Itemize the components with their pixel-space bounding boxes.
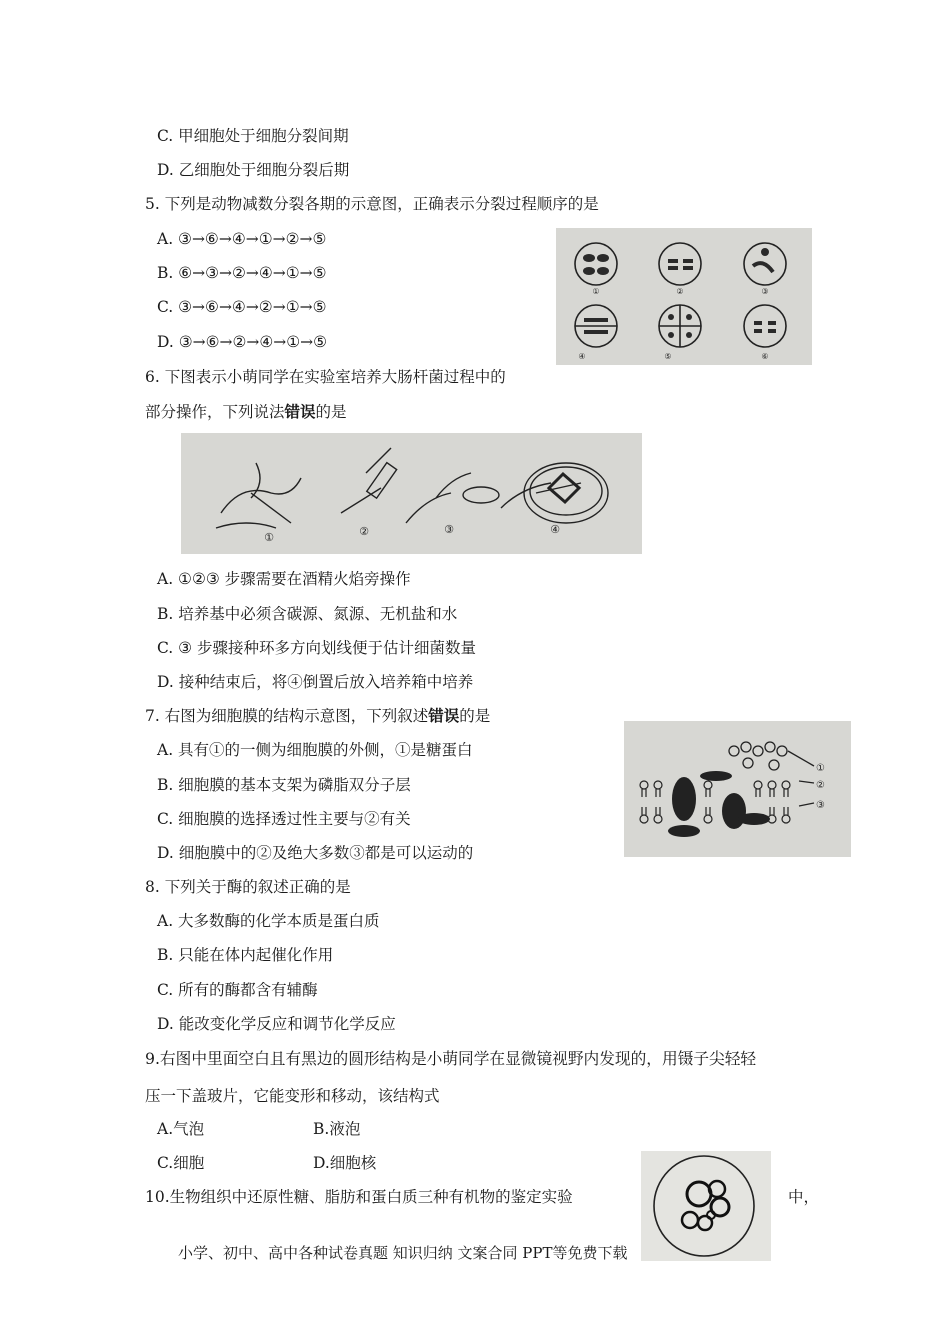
- question-10-end: 中，: [788, 1188, 820, 1206]
- meiosis-label: ②: [676, 287, 684, 296]
- membrane-label: ②: [816, 780, 825, 791]
- membrane-label: ③: [816, 800, 825, 811]
- meiosis-label: ③: [761, 287, 769, 296]
- option-line: D. 细胞膜中的②及绝大多数③都是可以运动的: [157, 844, 474, 862]
- question-9: 9.右图中里面空白且有黑边的圆形结构是小萌同学在显微镜视野内发现的，用镊子尖轻轻: [145, 1049, 757, 1068]
- option-line: A. 具有①的一侧为细胞膜的外侧，①是糖蛋白: [157, 741, 473, 759]
- option-line: D. 能改变化学反应和调节化学反应: [157, 1015, 396, 1033]
- option-line: B. ⑥→③→②→④→①→⑤: [157, 264, 327, 282]
- meiosis-label: ④: [578, 352, 586, 361]
- meiosis-label: ⑤: [664, 352, 672, 361]
- culture-label: ④: [550, 523, 560, 536]
- option-line: C. 所有的酶都含有辅酶: [157, 981, 318, 999]
- option-line: B. 细胞膜的基本支架为磷脂双分子层: [157, 776, 411, 794]
- meiosis-label: ⑥: [761, 352, 769, 361]
- membrane-figure: [624, 721, 851, 857]
- option-line: A. ③→⑥→④→①→②→⑤: [157, 230, 327, 248]
- culture-label: ②: [359, 525, 369, 538]
- option-line: B. 培养基中必须含碳源、氮源、无机盐和水: [157, 605, 458, 623]
- option-line: C. 甲细胞处于细胞分裂间期: [157, 127, 349, 145]
- option-line: A. ①②③ 步骤需要在酒精火焰旁操作: [157, 570, 411, 588]
- option-line: D. ③→⑥→②→④→①→⑤: [157, 333, 328, 351]
- meiosis-label: ①: [592, 287, 600, 296]
- option-line: D. 接种结束后，将④倒置后放入培养箱中培养: [157, 673, 474, 691]
- question-9-cont: 压一下盖玻片，它能变形和移动，该结构式: [145, 1087, 440, 1105]
- question-8: 8. 下列关于酶的叙述正确的是: [145, 878, 351, 896]
- culture-label: ①: [264, 531, 274, 544]
- microscope-figure: [641, 1151, 771, 1261]
- option-line: D.细胞核: [313, 1154, 377, 1172]
- page-footer: 小学、初中、高中各种试卷真题 知识归纳 文案合同 PPT等免费下载: [178, 1244, 628, 1262]
- option-line: C. ③ 步骤接种环多方向划线便于估计细菌数量: [157, 639, 476, 657]
- option-line: B. 只能在体内起催化作用: [157, 946, 334, 964]
- question-5: 5. 下列是动物减数分裂各期的示意图，正确表示分裂过程顺序的是: [145, 195, 599, 213]
- option-line: C. ③→⑥→④→②→①→⑤: [157, 298, 327, 316]
- culture-figure: [181, 433, 642, 554]
- option-line: C. 细胞膜的选择透过性主要与②有关: [157, 810, 411, 828]
- option-line: B.液泡: [313, 1120, 361, 1138]
- option-line: A.气泡: [157, 1120, 205, 1138]
- option-line: A. 大多数酶的化学本质是蛋白质: [157, 912, 380, 930]
- question-7: 7. 右图为细胞膜的结构示意图，下列叙述错误的是: [145, 706, 491, 725]
- option-line: C.细胞: [157, 1154, 205, 1172]
- question-10: 10.生物组织中还原性糖、脂肪和蛋白质三种有机物的鉴定实验: [145, 1188, 573, 1206]
- question-6: 6. 下图表示小萌同学在实验室培养大肠杆菌过程中的: [145, 368, 506, 386]
- question-6-cont: 部分操作，下列说法错误的是: [145, 402, 347, 421]
- membrane-label: ①: [816, 763, 825, 774]
- meiosis-figure: [556, 228, 812, 365]
- culture-label: ③: [444, 523, 454, 536]
- option-line: D. 乙细胞处于细胞分裂后期: [157, 161, 350, 179]
